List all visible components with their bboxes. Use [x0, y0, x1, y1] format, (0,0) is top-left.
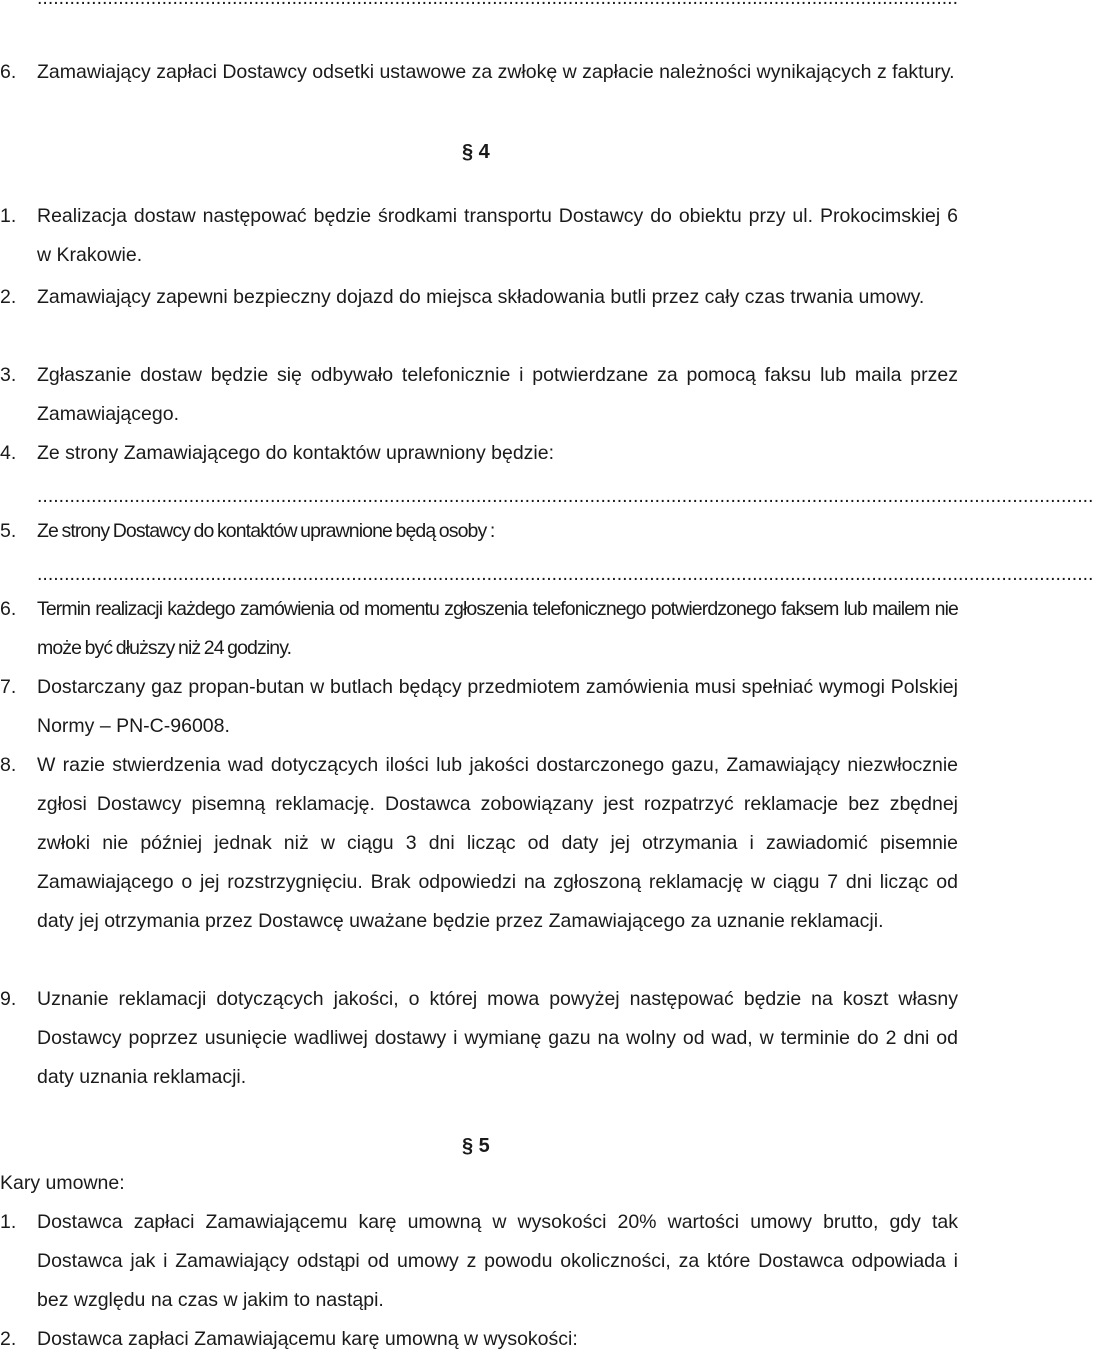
section-heading: § 4	[462, 141, 490, 163]
list-item	[0, 590, 958, 668]
item-text: Zgłaszanie dostaw będzie się odbywało telefonicznie i potwierdzane za pomocą faksu lub maila przez Zamawiającego.	[37, 364, 958, 425]
list-item	[0, 53, 958, 92]
item-number: 1.	[0, 1211, 17, 1233]
item-text: Zamawiający zapewni bezpieczny dojazd do miejsca składowania butli przez cały czas trwania umowy.	[37, 286, 925, 308]
item-number: 4.	[0, 442, 17, 464]
item-number: 6.	[0, 61, 17, 83]
list-item	[0, 434, 958, 473]
item-number: 2.	[0, 1328, 17, 1350]
list-item	[0, 1320, 958, 1359]
item-text: Ze strony Dostawcy do kontaktów uprawnione będą osoby :	[37, 520, 495, 542]
item-text: Realizacja dostaw następować będzie środkami transportu Dostawcy do obiektu przy ul. Prokocimskiej 6 w Krakowie.	[37, 205, 958, 266]
dotted-fill-line	[37, 0, 954, 8]
list-item	[0, 1203, 958, 1320]
item-text: Termin realizacji każdego zamówienia od momentu zgłoszenia telefonicznego potwierdzonego faksem lub mailem nie może być dłuższy niż 24 godziny.	[37, 598, 958, 659]
item-number: 1.	[0, 205, 17, 227]
item-text: Dostarczany gaz propan-butan w butlach będący przedmiotem zamówienia musi spełniać wymogi Polskiej Normy – PN-C-96008.	[37, 676, 958, 737]
dotted-fill-line: ...................................................................................................................................................................................................	[37, 563, 1093, 585]
item-number: 9.	[0, 988, 17, 1010]
dotted-fill-line: ...................................................................................................................................................................................................	[37, 485, 1093, 507]
item-number: 6.	[0, 598, 17, 620]
list-item	[0, 512, 958, 551]
item-number: 2.	[0, 286, 17, 308]
item-text: Dostawca zapłaci Zamawiającemu karę umowną w wysokości:	[37, 1328, 578, 1350]
section-heading: § 5	[462, 1135, 490, 1157]
list-item	[0, 356, 958, 434]
section-intro: Kary umowne:	[0, 1172, 125, 1194]
item-number: 3.	[0, 364, 17, 386]
item-text: Uznanie reklamacji dotyczących jakości, o której mowa powyżej następować będzie na koszt własny Dostawcy poprzez usunięcie wadliwej dostawy i wymianę gazu na wolny od wad, w terminie do 2 dni od daty uznania reklamacji.	[37, 988, 958, 1088]
item-text: W razie stwierdzenia wad dotyczących ilości lub jakości dostarczonego gazu, Zamawiający niezwłocznie zgłosi Dostawcy pisemną reklamację. Dostawca zobowiązany jest rozpatrzyć reklamacje bez zbędnej zwłoki nie później jednak niż w ciągu 3 dni licząc od daty jej otrzymania i zawiadomić pisemnie Zamawiającego o jej rozstrzygnięciu. Brak odpowiedzi na zgłoszoną reklamację w ciągu 7 dni licząc od daty jej otrzymania przez Dostawcę uważane będzie przez Zamawiającego za uznanie reklamacji.	[37, 754, 958, 932]
list-item	[0, 980, 958, 1097]
item-text: Ze strony Zamawiającego do kontaktów uprawniony będzie:	[37, 442, 555, 464]
list-item	[0, 197, 958, 275]
item-text: Zamawiający zapłaci Dostawcy odsetki ustawowe za zwłokę w zapłacie należności wynikających z faktury.	[37, 61, 955, 83]
list-item	[0, 668, 958, 746]
list-item	[0, 278, 958, 317]
item-number: 7.	[0, 676, 17, 698]
item-number: 5.	[0, 520, 17, 542]
list-item	[0, 746, 958, 941]
item-number: 8.	[0, 754, 17, 776]
item-text: Dostawca zapłaci Zamawiającemu karę umowną w wysokości 20% wartości umowy brutto, gdy tak Dostawca jak i Zamawiający odstąpi od umowy z powodu okoliczności, za które Dostawca odpowiada i bez względu na czas w jakim to nastąpi.	[37, 1211, 958, 1311]
